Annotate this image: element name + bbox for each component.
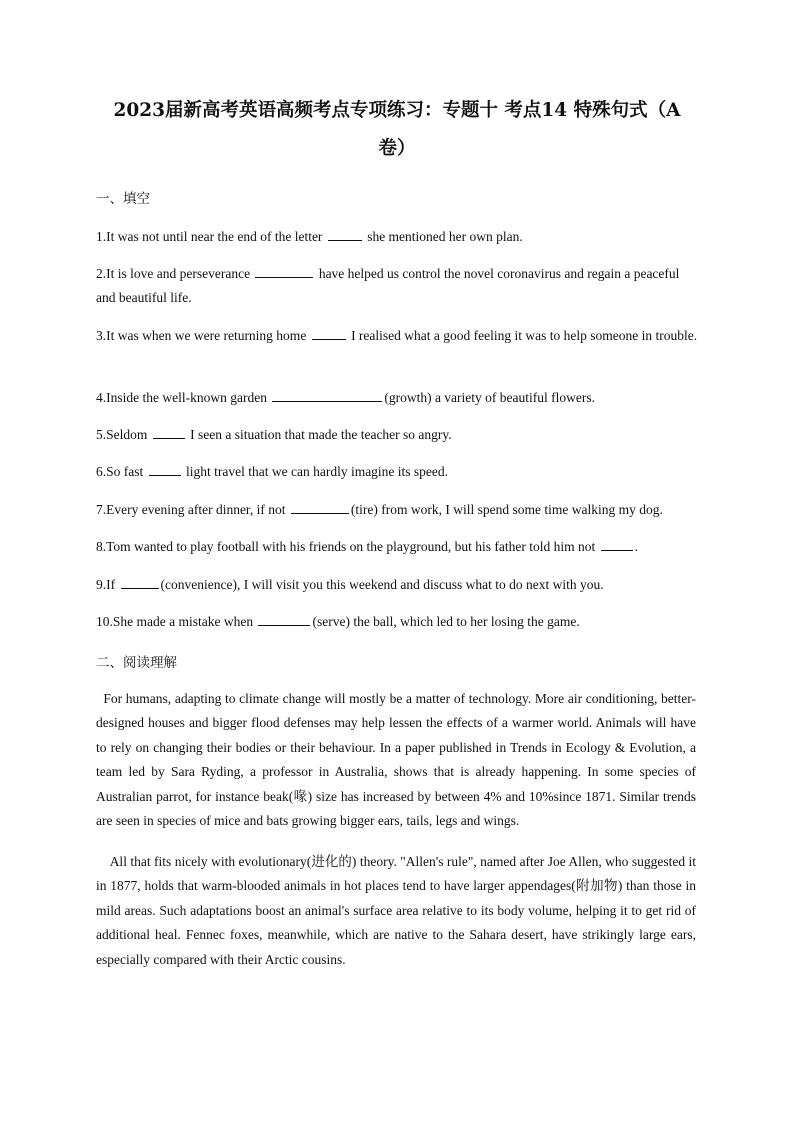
question-7: [96, 498, 716, 522]
answer-blank[interactable]: [149, 463, 181, 476]
question-number: 9.: [96, 577, 107, 592]
question-text-after: light travel that we can hardly imagine its speed.: [182, 464, 449, 479]
question-4: [96, 386, 702, 410]
question-number: 8.: [96, 539, 107, 554]
reading-paragraph-2: All that fits nicely with evolutionary(进化的) theory. "Allen's rule", named after Joe Allen, who suggested it in 1877, holds that warm-blooded animals in hot places tend to have larger appendages(附加物) than those in mild areas. Such adaptations boost an animal's surface area relative to its body volume, helping it to get rid of additional heal. Fennec foxes, meanwhile, which are native to the Sahara desert, have strikingly large ears, especially compared with their Arctic cousins.: [96, 854, 700, 967]
question-number: 10.: [96, 614, 113, 629]
answer-blank[interactable]: [258, 613, 310, 626]
question-text-after: (tire) from work, I will spend some time walking my dog.: [350, 502, 663, 517]
question-text-before: It was when we were returning home: [106, 328, 310, 343]
answer-blank[interactable]: [328, 228, 362, 241]
question-number: 1.: [96, 229, 107, 244]
question-text-after: (serve) the ball, which led to her losing the game.: [312, 614, 580, 629]
question-number: 6.: [96, 464, 107, 479]
question-6: [96, 460, 702, 484]
question-3: [96, 324, 702, 348]
question-5: [96, 423, 702, 447]
question-10: [96, 610, 702, 634]
question-text-before: Tom wanted to play football with his friends on the playground, but his father told him not: [106, 539, 599, 554]
question-text-after: (growth) a variety of beautiful flowers.: [384, 390, 596, 405]
title-line-1: 2023届新高考英语高频考点专项练习：专题十 考点14 特殊句式（A: [113, 100, 681, 121]
section-heading-fill-in: 一、填空: [96, 191, 150, 207]
question-text-after: she mentioned her own plan.: [363, 229, 523, 244]
section-heading-reading: 二、阅读理解: [96, 655, 177, 671]
question-text-before: She made a mistake when: [112, 614, 257, 629]
reading-paragraph-1: For humans, adapting to climate change will mostly be a matter of technology. More air conditioning, better-designed houses and bigger flood defenses may help lessen the effects of a warmer world. Animals will have to rely on changing their bodies or their behaviour. In a paper published in Trends in Ecology & Evolution, a team led by Sara Ryding, a professor in Australia, shows that is already happening. In some species of Australian parrot, for instance beak(喙) size has increased by between 4% and 10%since 1871. Similar trends are seen in species of mice and bats growing bigger ears, tails, legs and wings.: [96, 691, 700, 829]
question-text-before: Inside the well-known garden: [106, 390, 271, 405]
question-text-before: If: [106, 577, 119, 592]
answer-blank[interactable]: [312, 327, 346, 340]
question-number: 7.: [96, 502, 107, 517]
answer-blank[interactable]: [272, 389, 382, 402]
answer-blank[interactable]: [121, 576, 159, 589]
answer-blank[interactable]: [153, 426, 185, 439]
question-text-before: Every evening after dinner, if not: [106, 502, 289, 517]
question-text-after: (convenience), I will visit you this weekend and discuss what to do next with you.: [160, 577, 604, 592]
question-2: [96, 262, 702, 310]
question-text-before: So fast: [106, 464, 147, 479]
question-text-after: I seen a situation that made the teacher so angry.: [186, 427, 452, 442]
question-text-before: It was not until near the end of the letter: [106, 229, 326, 244]
question-text-before: It is love and perseverance: [106, 266, 254, 281]
question-text-after: have helped us control the novel coronavirus and regain a peaceful and beautiful life.: [96, 266, 680, 305]
question-9: [96, 573, 716, 597]
question-number: 5.: [96, 427, 107, 442]
question-text-after: .: [634, 539, 638, 554]
question-text-before: Seldom: [106, 427, 151, 442]
question-8: [96, 535, 716, 559]
question-number: 3.: [96, 328, 107, 343]
answer-blank[interactable]: [255, 265, 313, 278]
question-number: 2.: [96, 266, 107, 281]
answer-blank[interactable]: [291, 501, 349, 514]
document-title: [60, 92, 734, 168]
question-number: 4.: [96, 390, 107, 405]
question-1: [96, 225, 702, 249]
answer-blank[interactable]: [601, 538, 633, 551]
question-text-after: I realised what a good feeling it was to help someone in trouble.: [347, 328, 698, 343]
title-line-2: 卷）: [378, 138, 416, 159]
